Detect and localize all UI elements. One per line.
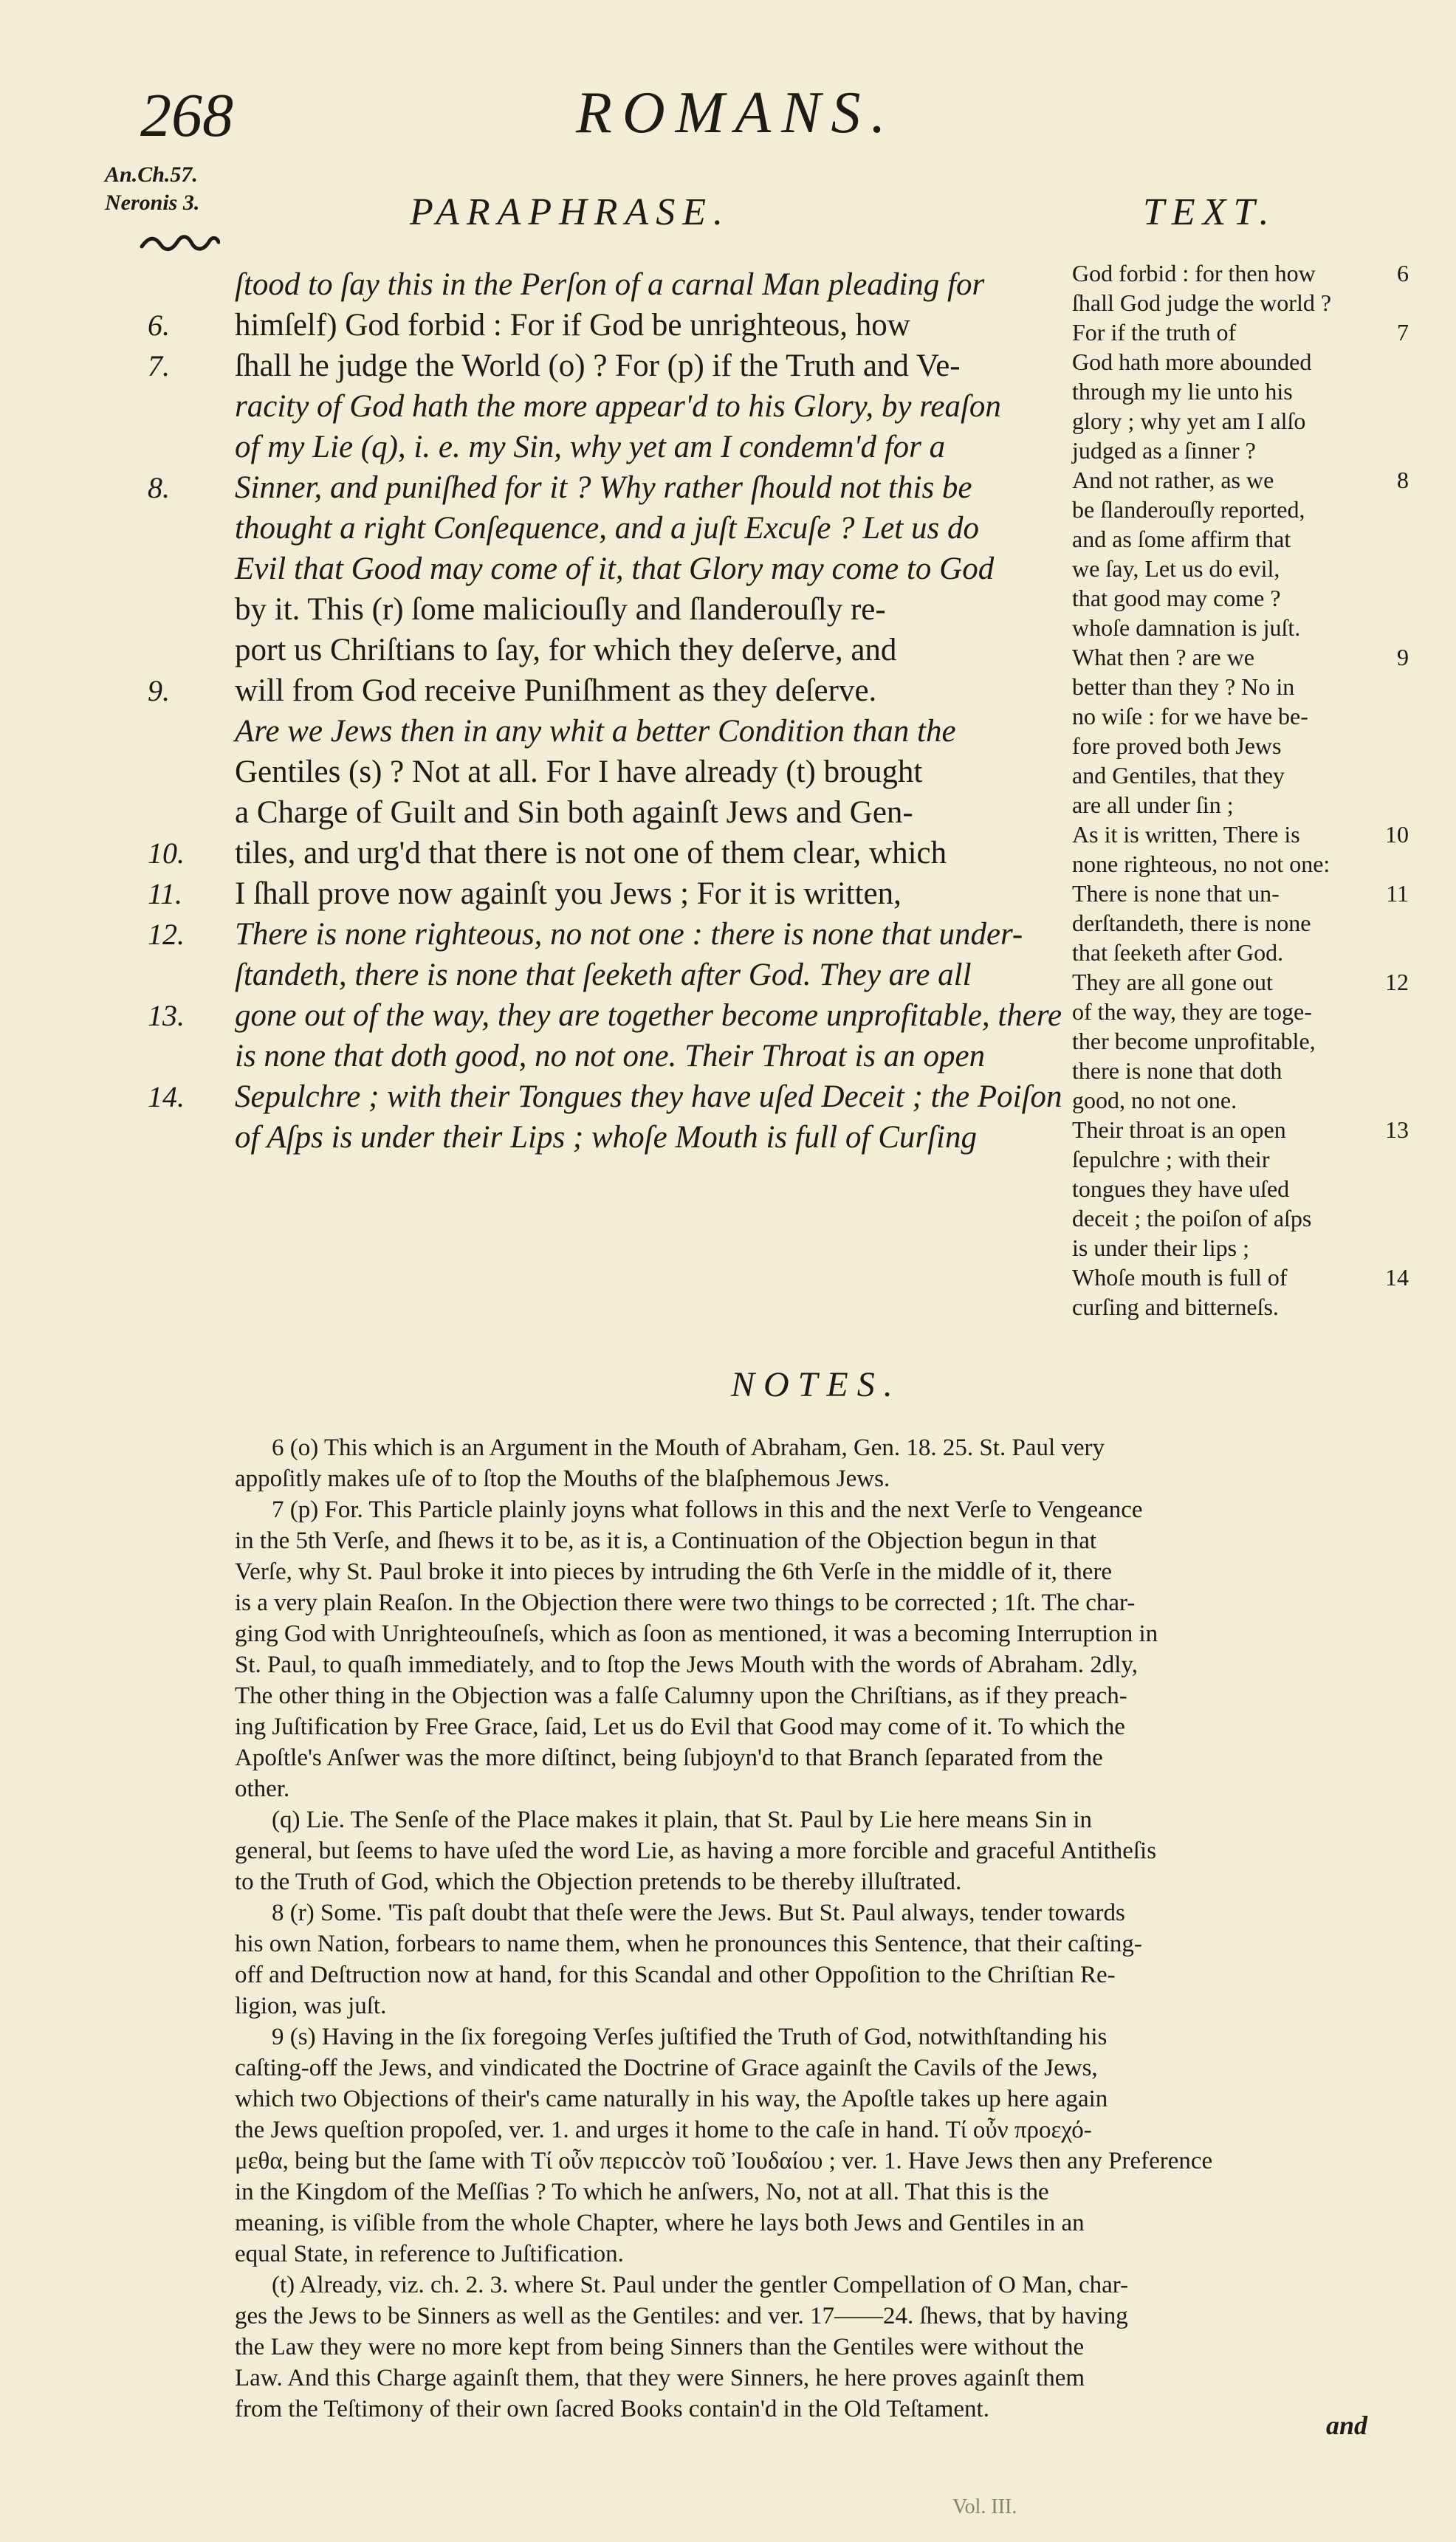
scripture-line-text: tongues they have uſed — [1072, 1175, 1290, 1202]
scripture-line — [1072, 1085, 1391, 1115]
scripture-verse-number: 8 — [1397, 467, 1409, 493]
paraphrase-heading: PARAPHRASE. — [410, 191, 730, 233]
note-line: equal State, in reference to Juſtification. — [235, 2241, 624, 2267]
paraphrase-line: himſelf) God forbid : For if God be unrighteous, how — [235, 308, 910, 343]
scripture-line-text: deceit ; the poiſon of aſps — [1072, 1205, 1312, 1232]
paraphrase-line: racity of God hath the more appear'd to his Glory, by reaſon — [235, 389, 1001, 424]
note-line: the Jews queſtion propoſed, ver. 1. and urges it home to the caſe in hand. Τί οὖν προεχό- — [235, 2117, 1092, 2143]
notes-section — [235, 1432, 1391, 2425]
note-line: the Law they were no more kept from being Sinners than the Gentiles were without the — [235, 2334, 1085, 2360]
note-line: Verſe, why St. Paul broke it into pieces by intruding the 6th Verſe in the middle of it, there — [235, 1559, 1113, 1585]
verse-number: 13. — [148, 999, 185, 1032]
scripture-line — [1072, 465, 1409, 495]
scripture-line-text: And not rather, as we — [1072, 467, 1274, 493]
note-line: caſting-off the Jews, and vindicated the Doctrine of Grace againſt the Cavils of the Jews, — [235, 2055, 1098, 2081]
scripture-line-text: no wiſe : for we have be- — [1072, 703, 1308, 729]
scripture-line — [1072, 1144, 1391, 1174]
paraphrase-column — [235, 264, 1062, 1158]
scripture-line — [1072, 760, 1391, 790]
scripture-line — [1072, 317, 1409, 347]
scripture-line — [1072, 1233, 1391, 1263]
scripture-line-text: is under their lips ; — [1072, 1234, 1249, 1261]
paraphrase-line: gone out of the way, they are together become unprofitable, there — [235, 998, 1062, 1033]
scripture-line-text: we ſay, Let us do evil, — [1072, 555, 1280, 582]
scripture-line-text: judged as a ſinner ? — [1072, 437, 1256, 464]
paraphrase-line: Sinner, and puniſhed for it ? Why rather ſhould not this be — [235, 470, 972, 505]
paraphrase-line: thought a right Conſequence, and a juſt Excuſe ? Let us do — [235, 511, 979, 546]
paraphrase-line: of Aſps is under their Lips ; whoſe Mouth is full of Curſing — [235, 1120, 977, 1155]
scripture-line — [1072, 1292, 1391, 1322]
scripture-line-text: Whoſe mouth is full of — [1072, 1264, 1288, 1291]
note-line: μεθα, being but the ſame with Τί οὖν περιϲϲὸν τοῦ Ἰουδαίου ; ver. 1. Have Jews then any Preference — [235, 2148, 1213, 2174]
scripture-line — [1072, 908, 1391, 938]
note-line: ges the Jews to be Sinners as well as the Gentiles: and ver. 17——24. ſhews, that by having — [235, 2303, 1128, 2329]
note-line: from the Teſtimony of their own ſacred Books contain'd in the Old Teſtament. — [235, 2396, 989, 2422]
scripture-line-text: They are all gone out — [1072, 969, 1273, 995]
page-number: 268 — [140, 81, 233, 150]
scripture-line-text: glory ; why yet am I alſo — [1072, 408, 1306, 434]
note-line: (t) Already, viz. ch. 2. 3. where St. Paul under the gentler Compellation of O Man, char- — [272, 2272, 1129, 2298]
verse-number: 9. — [148, 674, 170, 707]
paraphrase-line: ſtandeth, there is none that ſeeketh after God. They are all — [235, 958, 972, 992]
note-line: other. — [235, 1776, 290, 1802]
scripture-line-text: For if the truth of — [1072, 319, 1237, 346]
paraphrase-line: is none that doth good, no not one. Their Throat is an open — [235, 1039, 986, 1074]
scripture-verse-number: 9 — [1397, 644, 1409, 670]
scripture-line — [1072, 879, 1409, 908]
note-line: St. Paul, to quaſh immediately, and to ſtop the Jews Mouth with the words of Abraham. 2dly, — [235, 1652, 1138, 1678]
note-line: ing Juſtification by Free Grace, ſaid, Let us do Evil that Good may come of it. To which the — [235, 1714, 1125, 1740]
note-line: is a very plain Reaſon. In the Objection there were two things to be corrected ; 1ſt. The char- — [235, 1590, 1136, 1616]
note-line: The other thing in the Objection was a falſe Calumny upon the Chriſtians, as if they preach- — [235, 1683, 1127, 1709]
note-line: ging God with Unrighteouſneſs, which as ſoon as mentioned, it was a becoming Interruption in — [235, 1621, 1158, 1647]
scripture-line-text: that good may come ? — [1072, 585, 1281, 611]
scripture-line-text: whoſe damnation is juſt. — [1072, 614, 1301, 641]
paraphrase-line: a Charge of Guilt and Sin both againſt Jews and Gen- — [235, 795, 913, 830]
scripture-line — [1072, 1115, 1409, 1144]
paraphrase-line: ſhall he judge the World (o) ? For (p) if the Truth and Ve- — [235, 348, 961, 383]
note-line: appoſitly makes uſe of to ſtop the Mouths of the blaſphemous Jews. — [235, 1466, 890, 1492]
catchword: and — [1326, 2411, 1368, 2440]
verse-number: 8. — [148, 471, 170, 504]
scripture-line — [1072, 613, 1391, 642]
scripture-line — [1072, 1263, 1409, 1292]
paraphrase-line: Are we Jews then in any whit a better Condition than the — [235, 714, 956, 749]
scripture-line — [1072, 731, 1391, 760]
scripture-verse-number: 10 — [1385, 821, 1409, 848]
verse-number: 6. — [148, 309, 170, 342]
note-line: 8 (r) Some. 'Tis paſt doubt that theſe were the Jews. But St. Paul always, tender towards — [272, 1900, 1125, 1926]
scripture-line — [1072, 347, 1391, 377]
scripture-line — [1072, 258, 1409, 288]
scripture-line-text: there is none that doth — [1072, 1057, 1282, 1084]
paraphrase-line: There is none righteous, no not one : there is none that under- — [235, 917, 1023, 952]
text-heading: TEXT. — [1143, 191, 1277, 233]
scripture-line-text: that ſeeketh after God. — [1072, 939, 1284, 966]
scripture-line — [1072, 436, 1391, 465]
scripture-line-text: and as ſome affirm that — [1072, 526, 1291, 552]
paraphrase-line: Gentiles (s) ? Not at all. For I have already (t) brought — [235, 755, 923, 789]
margin-date-reign: Neronis 3. — [105, 190, 200, 215]
scripture-line-text: are all under ſin ; — [1072, 791, 1234, 818]
note-line: meaning, is viſible from the whole Chapter, where he lays both Jews and Gentiles in an — [235, 2210, 1085, 2236]
paraphrase-line: tiles, and urg'd that there is not one of them clear, which — [235, 836, 947, 870]
paraphrase-line: will from God receive Puniſhment as they deſerve. — [235, 673, 877, 708]
note-line: in the 5th Verſe, and ſhews it to be, as it is, a Continuation of the Objection begun in that — [235, 1528, 1097, 1554]
note-line: general, but ſeems to have uſed the word Lie, as having a more forcible and graceful Antitheſis — [235, 1838, 1157, 1864]
scripture-line-text: fore proved both Jews — [1072, 732, 1282, 759]
scripture-line-text: better than they ? No in — [1072, 673, 1295, 700]
scripture-verse-number: 6 — [1397, 260, 1409, 286]
scripture-line — [1072, 1026, 1391, 1056]
note-line: which two Objections of their's came naturally in his way, the Apoſtle takes up here again — [235, 2086, 1108, 2112]
scripture-line — [1072, 642, 1409, 672]
scripture-line-text: What then ? are we — [1072, 644, 1254, 670]
scripture-verse-number: 12 — [1385, 969, 1409, 995]
note-line: in the Kingdom of the Meſſias ? To which he anſwers, No, not at all. That this is the — [235, 2179, 1049, 2205]
paraphrase-line: I ſhall prove now againſt you Jews ; For it is written, — [235, 876, 902, 911]
scripture-line-text: ther become unprofitable, — [1072, 1028, 1316, 1054]
scripture-line-text: through my lie unto his — [1072, 378, 1293, 405]
scripture-line-text: and Gentiles, that they — [1072, 762, 1285, 789]
verse-number: 11. — [148, 877, 183, 910]
verse-number: 12. — [148, 918, 185, 951]
scripture-line — [1072, 849, 1391, 879]
note-line: Apoſtle's Anſwer was the more diſtinct, being ſubjoyn'd to that Branch ſeparated from the — [235, 1745, 1103, 1771]
scripture-line-text: be ſlanderouſly reported, — [1072, 496, 1305, 523]
scripture-line-text: of the way, they are toge- — [1072, 998, 1312, 1025]
scripture-line — [1072, 967, 1409, 997]
scripture-verse-number: 13 — [1385, 1116, 1409, 1143]
note-line: to the Truth of God, which the Objection pretends to be thereby illuſtrated. — [235, 1869, 962, 1895]
running-head: ROMANS. — [576, 80, 896, 145]
notes-heading: NOTES. — [731, 1365, 902, 1404]
scripture-line-text: ſepulchre ; with their — [1072, 1146, 1270, 1172]
scripture-line-text: good, no not one. — [1072, 1087, 1237, 1113]
scripture-line — [1072, 820, 1409, 849]
paraphrase-line: port us Chriſtians to ſay, for which they deſerve, and — [235, 633, 897, 667]
paraphrase-line: Evil that Good may come of it, that Glory may come to God — [235, 552, 995, 586]
scripture-line — [1072, 583, 1391, 613]
scripture-line-text: As it is written, There is — [1072, 821, 1300, 848]
scripture-line — [1072, 701, 1391, 731]
scripture-line — [1072, 288, 1391, 317]
scripture-line — [1072, 554, 1391, 583]
verse-number: 7. — [148, 349, 170, 382]
scripture-line — [1072, 672, 1391, 701]
note-line: off and Deſtruction now at hand, for this Scandal and other Oppoſition to the Chriſtian Re- — [235, 1962, 1116, 1988]
scripture-line-text: There is none that un- — [1072, 880, 1280, 907]
scripture-line-text: curſing and bitterneſs. — [1072, 1294, 1279, 1320]
paraphrase-line: by it. This (r) ſome maliciouſly and ſlanderouſly re- — [235, 592, 886, 627]
scripture-line-text: derſtandeth, there is none — [1072, 910, 1311, 936]
note-line: 6 (o) This which is an Argument in the Mouth of Abraham, Gen. 18. 25. St. Paul very — [272, 1435, 1105, 1461]
note-line: Law. And this Charge againſt them, that they were Sinners, he here proves againſt them — [235, 2365, 1085, 2391]
paraphrase-line: of my Lie (q), i. e. my Sin, why yet am I condemn'd for a — [235, 430, 946, 464]
scripture-line — [1072, 524, 1391, 554]
scripture-line — [1072, 938, 1391, 967]
scripture-line-text: Their throat is an open — [1072, 1116, 1286, 1143]
scripture-line-text: ſhall God judge the world ? — [1072, 289, 1332, 316]
scripture-line — [1072, 1174, 1391, 1203]
verse-number: 10. — [148, 837, 185, 870]
paraphrase-line: ſtood to ſay this in the Perſon of a carnal Man pleading for — [235, 267, 985, 302]
margin-date — [105, 161, 199, 217]
signature-mark: Vol. III. — [952, 2495, 1017, 2518]
scripture-line-text: none righteous, no not one: — [1072, 851, 1330, 877]
ornament-flourish-icon — [139, 230, 220, 255]
scripture-line — [1072, 377, 1391, 406]
note-line: ligion, was juſt. — [235, 1993, 387, 2019]
scripture-line — [1072, 1203, 1391, 1233]
paraphrase-line: Sepulchre ; with their Tongues they have uſed Deceit ; the Poiſon — [235, 1079, 1062, 1114]
note-line: 7 (p) For. This Particle plainly joyns what follows in this and the next Verſe to Vengeance — [272, 1497, 1143, 1523]
verse-number: 14. — [148, 1080, 185, 1113]
note-line: (q) Lie. The Senſe of the Place makes it plain, that St. Paul by Lie here means Sin in — [272, 1807, 1093, 1833]
scripture-text-column — [1072, 258, 1409, 1322]
scripture-line-text: God forbid : for then how — [1072, 260, 1316, 286]
note-line: 9 (s) Having in the ſix foregoing Verſes juſtified the Truth of God, notwithſtanding his — [272, 2024, 1108, 2050]
margin-date-year: An.Ch.57. — [105, 162, 198, 187]
scripture-line — [1072, 997, 1391, 1026]
scripture-line — [1072, 790, 1391, 820]
scripture-line-text: God hath more abounded — [1072, 348, 1312, 375]
scripture-verse-number: 14 — [1385, 1264, 1409, 1291]
note-line: his own Nation, forbears to name them, when he pronounces this Sentence, that their caſting- — [235, 1931, 1142, 1957]
scripture-line — [1072, 1056, 1391, 1085]
scripture-verse-number: 11 — [1386, 880, 1409, 907]
scripture-line — [1072, 495, 1391, 524]
scripture-line — [1072, 406, 1391, 436]
scripture-verse-number: 7 — [1397, 319, 1409, 346]
